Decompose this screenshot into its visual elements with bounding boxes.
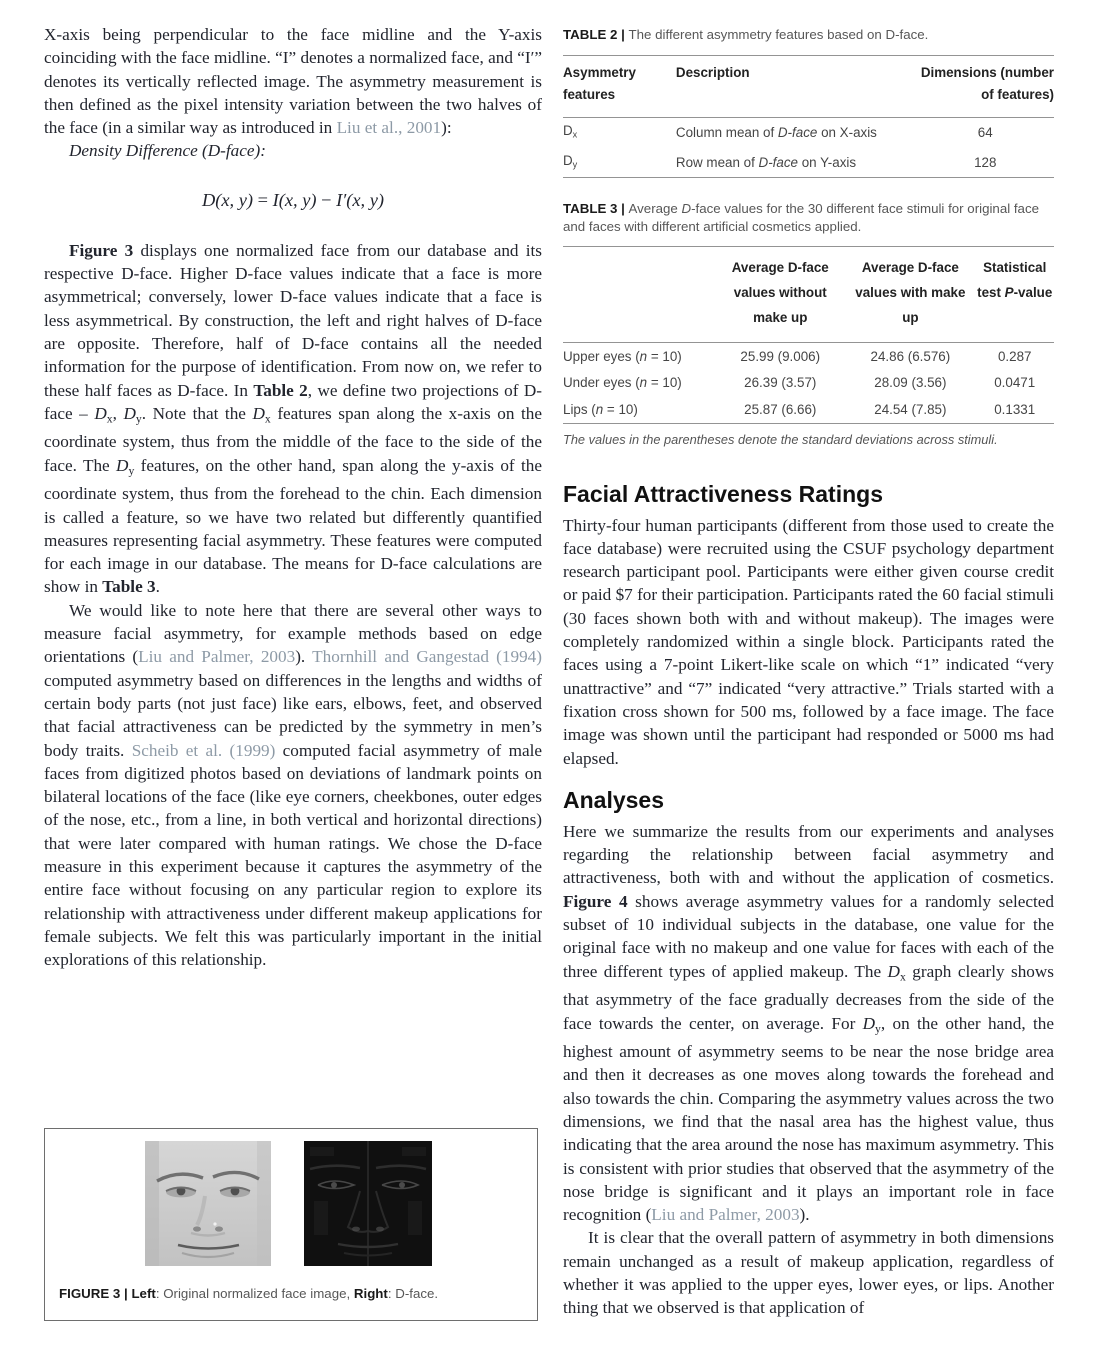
text-run: D <box>862 1013 876 1033</box>
table3-cell <box>845 370 975 397</box>
text-run: It is clear that the overall pattern of asymmetry in both dimensions remain unchanged as a result of makeup application, regardless of whether it was applied to the upper eyes, lower eyes, or lips. Another thing that we observed is that application of <box>563 1228 1054 1318</box>
table3-cell <box>845 396 975 423</box>
text-run: x <box>106 412 113 426</box>
table3-header-pvalue <box>975 247 1054 343</box>
text-run: The different asymmetry features based on D-face. <box>628 27 929 42</box>
table2-header-description <box>676 56 917 118</box>
table2-header-dimensions <box>917 56 1055 118</box>
text-run: , we define two projections of D-face – <box>44 380 542 423</box>
text-run: 25.99 (9.006) <box>740 348 821 364</box>
text-run: D-face <box>777 125 818 141</box>
text-run: D <box>94 403 107 423</box>
table3-cell <box>975 396 1054 423</box>
text-run: I′ <box>336 189 347 210</box>
text-run: Dimensions (number of features) <box>920 65 1054 102</box>
text-run: P <box>1004 285 1014 301</box>
text-run: 28.09 (3.56) <box>874 375 947 391</box>
text-run: Figure 4 <box>563 891 628 911</box>
table3-caption <box>563 200 1054 236</box>
text-run: x, y <box>221 189 247 210</box>
table3-cell <box>715 396 845 423</box>
text-run: on Y-axis <box>798 154 857 170</box>
text-run: y <box>875 1021 881 1035</box>
text-run: 0.287 <box>997 348 1032 364</box>
table3-row-upper-eyes <box>563 343 1054 370</box>
table3-cell <box>563 396 715 423</box>
right-column <box>563 26 1054 1320</box>
paragraph-analyses-1 <box>563 820 1054 1227</box>
text-run: features, on the other hand, span along the y-axis of the coordinate system, thus from the forehead to the chin. Each dimension is called a feature, so we have two related but differently quantified measures representing facial asymmetry. These features were computed for each image in our database. The means for D-face calculations are show in <box>44 455 542 597</box>
text-run: X-axis being perpendicular to the face midline and the Y-axis coinciding with the face midline. “I” denotes a normalized face, and “I′” denotes its vertically reflected image. The asymmetry measurement is then defined as the pixel intensity variation between the two halves of the face (in a similar way as introduced in <box>44 25 542 138</box>
text-run: We would like to note here that there are several other ways to measure facial asymmetry, for example methods based on edge orientations ( <box>44 600 542 667</box>
text-run: Average <box>628 201 682 217</box>
text-run: D <box>681 201 692 217</box>
text-run: shows average asymmetry values for a randomly selected subset of 10 individual subjects in the database, one value for the original face with no makeup and one value for faces with each of the three different types of applied makeup. The <box>563 891 1054 981</box>
text-run: x, y <box>352 189 378 210</box>
citation-link[interactable]: Liu et al., 2001 <box>336 118 442 138</box>
text-run: ) <box>377 189 385 210</box>
paragraph-ratings <box>563 514 1054 770</box>
text-run: = 10) <box>603 401 638 417</box>
heading-analyses: Analyses <box>563 786 665 813</box>
text-run: ( <box>278 189 285 210</box>
text-run: = 10) <box>647 375 682 391</box>
text-run: Average D-face values without make up <box>731 260 829 326</box>
text-run: D <box>563 123 573 138</box>
text-run: TABLE 2 | <box>563 27 629 42</box>
text-run: − <box>316 189 337 210</box>
text-run: 128 <box>974 154 997 170</box>
text-run: Average D-face values with make up <box>855 260 966 326</box>
table2-header-row <box>563 56 1054 118</box>
text-run: FIGURE 3 | <box>59 1286 132 1301</box>
table3-cell <box>715 370 845 397</box>
text-run: graph clearly shows that asymmetry of the face gradually decreases from the side of the face towards the center, on average. For <box>563 961 1054 1033</box>
text-run: D-face <box>758 154 798 170</box>
text-run: x <box>899 969 906 983</box>
table2-row-dx <box>563 118 1054 148</box>
text-run: features span along the x-axis on the coordinate system, thus from the middle of the face to the side of the face. The <box>44 403 542 475</box>
table3-row-under-eyes <box>563 370 1054 397</box>
text-run: ) <box>310 189 317 210</box>
text-run: 24.54 (7.85) <box>874 401 947 417</box>
text-run: = 10) <box>647 348 682 364</box>
text-run: 24.86 (6.576) <box>870 348 951 364</box>
text-run: 26.39 (3.57) <box>744 375 817 391</box>
text-run: Under eyes ( <box>563 375 640 391</box>
paragraph-figure3-description <box>44 239 542 599</box>
text-run: Statistical test <box>977 260 1047 301</box>
text-run: I <box>272 189 279 210</box>
paragraph-analyses-2 <box>563 1226 1054 1319</box>
figure3-normalized-face-image <box>145 1141 271 1266</box>
table3-footnote <box>563 431 1054 448</box>
text-run: D <box>252 403 265 423</box>
text-run: The values in the parentheses denote the standard deviations across stimuli. <box>563 431 998 447</box>
paragraph-xaxis <box>44 23 542 139</box>
text-run: D <box>563 152 573 168</box>
text-run: D <box>887 961 900 981</box>
text-run: ): <box>441 118 452 138</box>
text-run: computed asymmetry based on differences in the lengths and widths of certain body parts (not just face) like ears, elbows, feet, and observed that facial attractiveness can be predicted by the symmetry in men’s body traits. <box>44 670 542 760</box>
text-run: computed facial asymmetry of male faces from digitized photos based on deviations of landmark points on bilateral locations of the face (like eye corners, cheekbones, outer edges of the nose, etc., from a line, in both vertical and horizontal directions) that were later compared with human ratings. We chose the D-face measure in this experiment because it captures the asymmetry of the entire face without focusing on any particular region to explore its relationship with attractiveness under different makeup applications for female subjects. We felt this was particularly important in the initial explorations of this relationship. <box>44 740 542 970</box>
text-run: y <box>135 412 142 426</box>
text-run: y <box>572 159 578 170</box>
text-run: x, y <box>284 189 311 210</box>
text-run: ) <box>246 189 254 210</box>
text-run: Upper eyes ( <box>563 348 640 364</box>
text-run: displays one normalized face from our database and its respective D-face. Higher D-face values indicate that a face is more asymmetrical; conversely, lower D-face values indicate that a face is less asymmetrical. By construction, the left and right halves of D-face are opposite. Therefore, half of D-face contains all the needed information for the purpose of identification. From now on, we refer to these half faces as D-face. In <box>44 240 543 400</box>
text-run: Right <box>353 1286 388 1301</box>
text-run: . Note that the <box>141 403 253 423</box>
table-2 <box>563 55 1054 178</box>
citation-link[interactable]: Liu and Palmer, 2003 <box>651 1205 800 1225</box>
density-difference-label <box>44 139 542 162</box>
text-run: , <box>112 403 124 423</box>
table3-header-empty <box>563 247 715 343</box>
text-run: Table 2 <box>253 380 308 400</box>
table2-cell <box>563 118 676 148</box>
table2-caption <box>563 26 1054 44</box>
citation-link[interactable]: Scheib et al. (1999) <box>131 740 276 760</box>
table-3 <box>563 246 1054 424</box>
text-run: -value <box>1013 285 1053 301</box>
text-run: -face values for the 30 different face stimuli for original face and faces with different artificial cosmetics applied. <box>563 201 1039 235</box>
text-run: 25.87 (6.66) <box>744 401 817 417</box>
table2-cell <box>917 148 1055 178</box>
table2-cell <box>917 118 1055 148</box>
table3-cell <box>975 370 1054 397</box>
table2-header-asymmetry-features <box>563 56 676 118</box>
text-run: Row mean of <box>675 154 759 170</box>
heading-facial-attractiveness-ratings: Facial Attractiveness Ratings <box>563 480 883 507</box>
text-run: n <box>595 401 604 417</box>
text-run: : D-face. <box>387 1286 439 1301</box>
text-run: n <box>639 348 648 364</box>
text-run: Left <box>131 1286 156 1301</box>
left-column <box>44 23 542 972</box>
text-run: ( <box>346 189 353 210</box>
text-run: Thirty-four human participants (different from those used to create the face database) were recruited using the CSUF psychology department research participant pool. Participants were either given course credit or paid $7 for their participation. Participants rated the 60 facial stimuli (30 faces shown both with and without makeup). The images were completely randomized within a single block. Participants rated the faces using a 7-point Likert-like scale on which “1” indicated “very unattractive” and “7” indicated “very attractive.” Trials started with a fixation cross shown for 500 ms, followed by a face image. The face image was shown until the participant had responded or 5000 ms had elapsed. <box>563 515 1054 768</box>
citation-link[interactable]: Thornhill and Gangestad (1994) <box>312 647 542 667</box>
table3-cell <box>975 343 1054 370</box>
text-run: ( <box>215 189 222 210</box>
citation-link[interactable]: Liu and Palmer, 2003 <box>138 647 296 667</box>
paragraph-asymmetry-methods <box>44 599 542 972</box>
table3-row-lips <box>563 396 1054 423</box>
table2-cell <box>563 148 676 178</box>
table2-cell <box>676 118 917 148</box>
text-run: D <box>201 189 216 210</box>
text-run: x <box>264 412 271 426</box>
text-run: Asymmetry features <box>563 65 636 102</box>
text-run: 0.0471 <box>994 375 1036 391</box>
dface-equation <box>44 188 542 212</box>
text-run: Table 3 <box>102 577 156 597</box>
text-run: x <box>572 129 578 140</box>
text-run: on X-axis <box>817 125 877 141</box>
text-run: 0.1331 <box>994 401 1036 417</box>
table2-cell <box>676 148 917 178</box>
text-run: TABLE 3 | <box>563 201 629 217</box>
text-run: = <box>253 189 273 210</box>
table3-cell <box>563 343 715 370</box>
text-run: D <box>123 403 136 423</box>
text-run: : Original normalized face image, <box>155 1286 354 1301</box>
text-run: . <box>155 577 160 597</box>
table2-row-dy <box>563 148 1054 178</box>
text-run: Density Difference (D-face): <box>69 141 266 161</box>
text-run: n <box>639 375 648 391</box>
text-run: Description <box>675 65 750 80</box>
figure3-images <box>145 1141 537 1266</box>
table3-header-row <box>563 247 1054 343</box>
text-run: Here we summarize the results from our experiments and analyses regarding the relationship between facial asymmetry and attractiveness, both with and without the application of cosmetics. <box>563 821 1054 888</box>
figure3-dface-image <box>304 1141 432 1266</box>
table3-cell <box>715 343 845 370</box>
figure-3 <box>44 1128 538 1321</box>
text-run: ). <box>799 1205 810 1225</box>
text-run: D <box>116 455 129 475</box>
text-run: Lips ( <box>563 401 596 417</box>
table3-cell <box>845 343 975 370</box>
text-run: y <box>128 463 135 477</box>
table3-header-without-makeup <box>715 247 845 343</box>
text-run: Column mean of <box>675 125 778 141</box>
text-run: Figure 3 <box>69 240 134 260</box>
figure3-caption <box>59 1285 523 1302</box>
text-run: , on the other hand, the highest amount of asymmetry seems to be near the nose bridge area and then it decreases as one moves along towards the forehead and also towards the chin. Comparing the asymmetry values across the two dimensions, we find that the nasal area has the highest value, thus indicating that the area around the nose has maximum asymmetry. This is consistent with prior studies that observed that the asymmetry of the nose bridge is significant and it plays an important role in face recognition ( <box>563 1013 1054 1225</box>
table3-header-with-makeup <box>845 247 975 343</box>
text-run: ). <box>295 647 313 667</box>
table3-cell <box>563 370 715 397</box>
text-run: 64 <box>977 125 993 141</box>
